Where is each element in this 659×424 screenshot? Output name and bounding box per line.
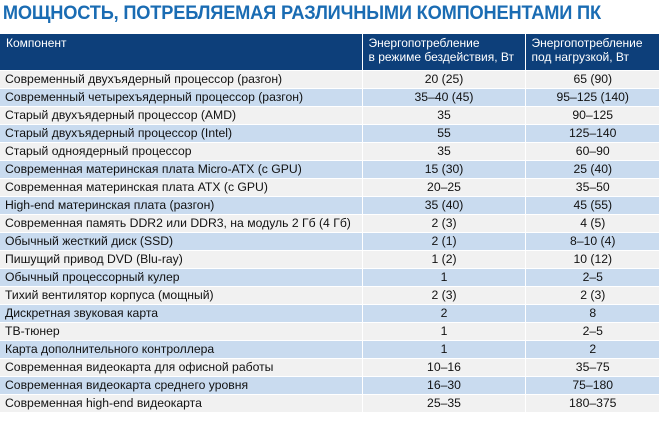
- load-cell: 45 (55): [525, 197, 659, 215]
- component-cell: Современная материнская плата Micro-ATX (с GPU): [0, 161, 362, 179]
- component-cell: Современная память DDR2 или DDR3, на модуль 2 Гб (4 Гб): [0, 215, 362, 233]
- load-cell: 180–375: [525, 395, 659, 413]
- header-row: [0, 34, 659, 71]
- idle-cell: 35 (40): [362, 197, 525, 215]
- load-cell: 8: [525, 305, 659, 323]
- load-cell: 125–140: [525, 125, 659, 143]
- table-row: [0, 377, 659, 395]
- component-cell: Дискретная звуковая карта: [0, 305, 362, 323]
- table-row: [0, 179, 659, 197]
- idle-cell: 35: [362, 107, 525, 125]
- table-row: [0, 359, 659, 377]
- component-cell: Современная high-end видеокарта: [0, 395, 362, 413]
- table-row: [0, 89, 659, 107]
- load-cell: 2–5: [525, 269, 659, 287]
- load-cell: 35–50: [525, 179, 659, 197]
- idle-cell: 2 (3): [362, 215, 525, 233]
- table-row: [0, 71, 659, 89]
- header-component: [0, 34, 362, 71]
- power-table: [0, 34, 659, 412]
- idle-cell: 20–25: [362, 179, 525, 197]
- load-cell: 2 (3): [525, 287, 659, 305]
- component-cell: Современный двухъядерный процессор (разгон): [0, 71, 362, 89]
- load-cell: 8–10 (4): [525, 233, 659, 251]
- table-row: [0, 143, 659, 161]
- component-cell: Современная материнская плата ATX (с GPU): [0, 179, 362, 197]
- idle-cell: 16–30: [362, 377, 525, 395]
- component-cell: Современный четырехъядерный процессор (разгон): [0, 89, 362, 107]
- component-cell: Тихий вентилятор корпуса (мощный): [0, 287, 362, 305]
- load-cell: 90–125: [525, 107, 659, 125]
- component-cell: Обычный процессорный кулер: [0, 269, 362, 287]
- load-cell: 25 (40): [525, 161, 659, 179]
- idle-cell: 35–40 (45): [362, 89, 525, 107]
- component-cell: Обычный жесткий диск (SSD): [0, 233, 362, 251]
- table-row: [0, 269, 659, 287]
- header-idle-line2: в режиме бездействия, Вт: [368, 50, 515, 64]
- load-cell: 2: [525, 341, 659, 359]
- component-cell: Карта дополнительного контроллера: [0, 341, 362, 359]
- component-cell: ТВ-тюнер: [0, 323, 362, 341]
- header-load: [525, 34, 659, 71]
- idle-cell: 20 (25): [362, 71, 525, 89]
- page-title: МОЩНОСТЬ, ПОТРЕБЛЯЕМАЯ РАЗЛИЧНЫМИ КОМПОНЕНТАМИ ПК: [2, 3, 601, 24]
- idle-cell: 10–16: [362, 359, 525, 377]
- component-cell: Старый двухъядерный процессор (Intel): [0, 125, 362, 143]
- load-cell: 75–180: [525, 377, 659, 395]
- header-idle-line1: Энергопотребление: [368, 36, 480, 50]
- table-row: [0, 305, 659, 323]
- table-row: [0, 251, 659, 269]
- component-cell: Современная видеокарта среднего уровня: [0, 377, 362, 395]
- idle-cell: 1: [362, 269, 525, 287]
- load-cell: 10 (12): [525, 251, 659, 269]
- table-row: [0, 161, 659, 179]
- idle-cell: 1 (2): [362, 251, 525, 269]
- header-load-line2: под нагрузкой, Вт: [531, 50, 629, 64]
- table-row: [0, 215, 659, 233]
- idle-cell: 55: [362, 125, 525, 143]
- component-cell: High-end материнская плата (разгон): [0, 197, 362, 215]
- idle-cell: 2: [362, 305, 525, 323]
- table-row: [0, 107, 659, 125]
- load-cell: 60–90: [525, 143, 659, 161]
- load-cell: 35–75: [525, 359, 659, 377]
- load-cell: 95–125 (140): [525, 89, 659, 107]
- idle-cell: 35: [362, 143, 525, 161]
- idle-cell: 25–35: [362, 395, 525, 413]
- header-load-line1: Энергопотребление: [531, 36, 643, 50]
- component-cell: Пишущий привод DVD (Blu-ray): [0, 251, 362, 269]
- header-idle: [362, 34, 525, 71]
- table-row: [0, 197, 659, 215]
- table-body: [0, 71, 659, 413]
- table-row: [0, 323, 659, 341]
- component-cell: Современная видеокарта для офисной работы: [0, 359, 362, 377]
- table-row: [0, 395, 659, 413]
- table-header: [0, 34, 659, 71]
- component-cell: Старый одноядерный процессор: [0, 143, 362, 161]
- load-cell: 65 (90): [525, 71, 659, 89]
- title-bar: [0, 0, 659, 28]
- header-component-line1: Компонент: [6, 36, 67, 50]
- idle-cell: 15 (30): [362, 161, 525, 179]
- table-row: [0, 233, 659, 251]
- idle-cell: 1: [362, 341, 525, 359]
- table-row: [0, 287, 659, 305]
- load-cell: 4 (5): [525, 215, 659, 233]
- component-cell: Старый двухъядерный процессор (AMD): [0, 107, 362, 125]
- power-table-container: [0, 34, 659, 424]
- table-row: [0, 341, 659, 359]
- table-row: [0, 125, 659, 143]
- idle-cell: 1: [362, 323, 525, 341]
- idle-cell: 2 (1): [362, 233, 525, 251]
- idle-cell: 2 (3): [362, 287, 525, 305]
- load-cell: 2–5: [525, 323, 659, 341]
